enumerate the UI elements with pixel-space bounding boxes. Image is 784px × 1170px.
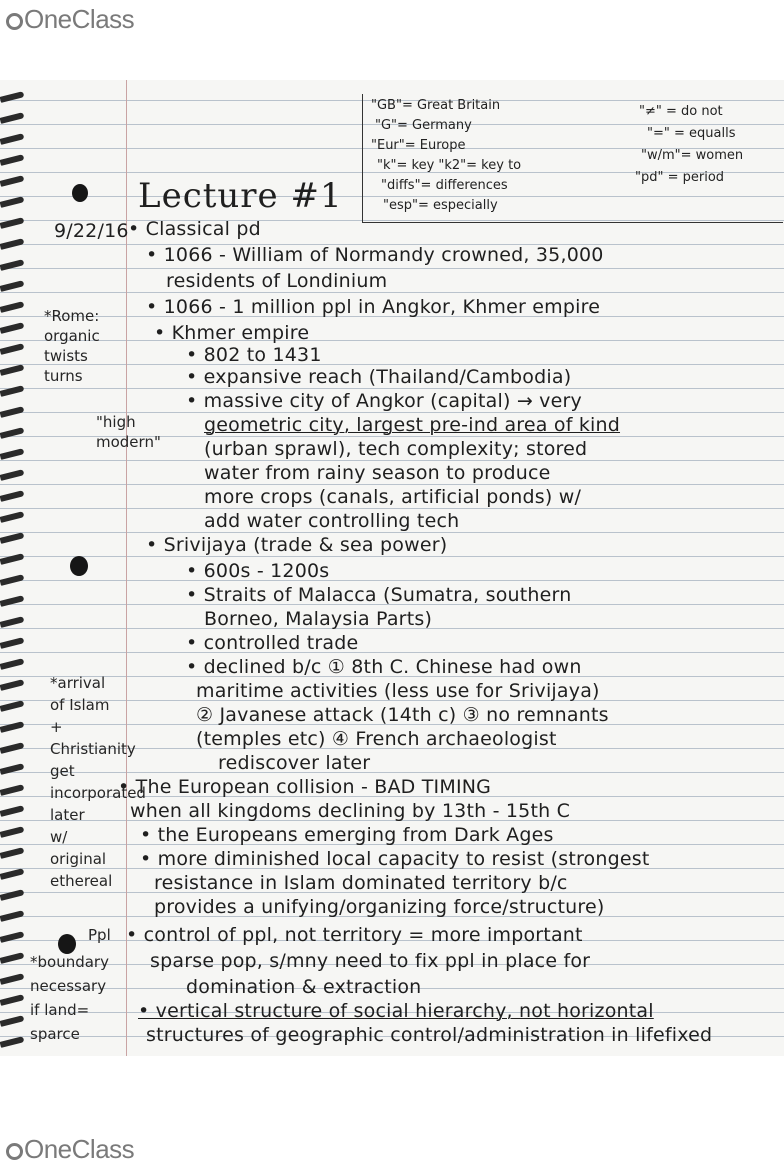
side-note-boundary: *boundary necessary if land= sparce: [30, 953, 109, 1043]
note-line: • the Europeans emerging from Dark Ages: [140, 824, 554, 846]
spiral-ring: [0, 595, 24, 607]
note-line: resistance in Islam dominated territory b/c: [154, 872, 568, 894]
note-line: • more diminished local capacity to resist (strongest: [140, 848, 650, 870]
ruled-line: [0, 508, 784, 509]
spiral-ring: [0, 154, 24, 166]
spiral-ring: [0, 490, 24, 502]
note-line: • The European collision - BAD TIMING: [118, 776, 492, 798]
large-bullet-dot: [72, 184, 88, 202]
legend-item: "Eur"= Europe: [371, 138, 466, 153]
spiral-ring: [0, 301, 24, 313]
spiral-ring: [0, 280, 24, 292]
side-note-arrival: *arrival of Islam + Christianity get incorporated later w/ original ethereal: [50, 674, 146, 890]
spiral-ring: [0, 259, 24, 271]
note-line: • 1066 - William of Normandy crowned, 35,000: [146, 244, 604, 266]
legend-item: "GB"= Great Britain: [371, 98, 501, 113]
note-line: structures of geographic control/administration in lifefixed: [146, 1024, 713, 1046]
note-line: geometric city, largest pre-ind area of kind: [204, 414, 621, 436]
spiral-ring: [0, 763, 24, 775]
note-line: provides a unifying/organizing force/structure): [154, 896, 605, 918]
legend-item: "esp"= especially: [383, 198, 498, 213]
ruled-line: [0, 532, 784, 533]
spiral-ring: [0, 847, 24, 859]
note-line: (urban sprawl), tech complexity; stored: [204, 438, 588, 460]
legend-item: "=" = equalls: [647, 126, 736, 141]
legend-item: "pd" = period: [635, 170, 725, 185]
note-line: • controlled trade: [186, 632, 359, 654]
note-line: when all kingdoms declining by 13th - 15th C: [130, 800, 571, 822]
brand-name: OneClass: [24, 1134, 135, 1164]
lecture-title: Lecture #1: [138, 176, 343, 216]
ruled-line: [0, 580, 784, 581]
spiral-ring: [0, 826, 24, 838]
note-line: sparse pop, s/mny need to fix ppl in place for: [150, 950, 591, 972]
oneclass-logo-top: [6, 4, 134, 35]
spiral-ring: [0, 1015, 24, 1027]
spiral-ring: [0, 175, 24, 187]
side-note-high-modern: "high modern": [96, 413, 161, 451]
circle-o-icon: [6, 13, 23, 30]
spiral-ring: [0, 238, 24, 250]
oneclass-logo-bottom: [6, 1134, 134, 1165]
note-line: • declined b/c ① 8th C. Chinese had own: [186, 656, 582, 678]
spiral-ring: [0, 217, 24, 229]
spiral-ring: [0, 385, 24, 397]
spiral-ring: [0, 805, 24, 817]
ruled-line: [0, 268, 784, 269]
note-line: • vertical structure of social hierarchy, not horizontal: [138, 1000, 654, 1022]
ruled-line: [0, 364, 784, 365]
spiral-ring: [0, 868, 24, 880]
spiral-ring: [0, 637, 24, 649]
spiral-ring: [0, 112, 24, 124]
spiral-ring: [0, 574, 24, 586]
note-line: • Straits of Malacca (Sumatra, southern: [186, 584, 572, 606]
note-line: maritime activities (less use for Srivijaya): [196, 680, 600, 702]
spiral-ring: [0, 511, 24, 523]
spiral-ring: [0, 973, 24, 985]
spiral-ring: [0, 553, 24, 565]
note-line: Borneo, Malaysia Parts): [204, 608, 433, 630]
large-bullet-dot: [70, 556, 88, 576]
note-line: domination & extraction: [186, 976, 422, 998]
spiral-ring: [0, 343, 24, 355]
notebook-page: [0, 80, 784, 1056]
lecture-date: 9/22/16: [54, 220, 129, 242]
legend-item: "diffs"= differences: [381, 178, 508, 193]
spiral-ring: [0, 406, 24, 418]
spiral-ring: [0, 784, 24, 796]
spiral-ring: [0, 616, 24, 628]
spiral-ring: [0, 952, 24, 964]
spiral-ring: [0, 448, 24, 460]
legend-item: "k"= key "k2"= key to: [377, 158, 522, 173]
spiral-ring: [0, 931, 24, 943]
note-line: ② Javanese attack (14th c) ③ no remnants: [196, 704, 609, 726]
spiral-ring: [0, 700, 24, 712]
note-line: water from rainy season to produce: [204, 462, 551, 484]
ruled-line: [0, 460, 784, 461]
ruled-line: [0, 556, 784, 557]
legend-item: "w/m"= women: [641, 148, 744, 163]
note-line: (temples etc) ④ French archaeologist: [196, 728, 557, 750]
note-line: • expansive reach (Thailand/Cambodia): [186, 366, 572, 388]
spiral-ring: [0, 679, 24, 691]
spiral-ring: [0, 1036, 24, 1048]
circle-o-icon: [6, 1143, 23, 1160]
spiral-ring: [0, 910, 24, 922]
note-line: • 1066 - 1 million ppl in Angkor, Khmer empire: [146, 296, 601, 318]
abbreviation-legend: [362, 94, 783, 223]
ruled-line: [0, 652, 784, 653]
spiral-ring: [0, 196, 24, 208]
brand-name: OneClass: [24, 4, 135, 34]
ruled-line: [0, 388, 784, 389]
note-line: • Khmer empire: [154, 322, 310, 344]
note-line: rediscover later: [218, 752, 371, 774]
note-line: • 600s - 1200s: [186, 560, 330, 582]
spiral-ring: [0, 742, 24, 754]
legend-item: "≠" = do not: [639, 104, 723, 119]
note-line: • Srivijaya (trade & sea power): [146, 534, 448, 556]
spiral-ring: [0, 322, 24, 334]
note-line: more crops (canals, artificial ponds) w/: [204, 486, 582, 508]
side-note-ppl: Ppl: [88, 926, 111, 944]
note-line: add water controlling tech: [204, 510, 460, 532]
legend-item: "G"= Germany: [375, 118, 472, 133]
spiral-ring: [0, 532, 24, 544]
note-line: residents of Londinium: [166, 270, 388, 292]
spiral-ring: [0, 133, 24, 145]
spiral-ring: [0, 889, 24, 901]
spiral-ring: [0, 364, 24, 376]
spiral-ring: [0, 91, 24, 103]
note-line: • Classical pd: [128, 218, 261, 240]
ruled-line: [0, 292, 784, 293]
note-line: • massive city of Angkor (capital) → very: [186, 390, 582, 412]
spiral-ring: [0, 658, 24, 670]
spiral-ring: [0, 721, 24, 733]
note-line: • 802 to 1431: [186, 344, 322, 366]
spiral-ring: [0, 994, 24, 1006]
spiral-ring: [0, 427, 24, 439]
side-note-rome: *Rome: organic twists turns: [44, 307, 100, 385]
ruled-line: [0, 340, 784, 341]
note-line: • control of ppl, not territory = more important: [126, 924, 583, 946]
spiral-ring: [0, 469, 24, 481]
ruled-line: [0, 484, 784, 485]
